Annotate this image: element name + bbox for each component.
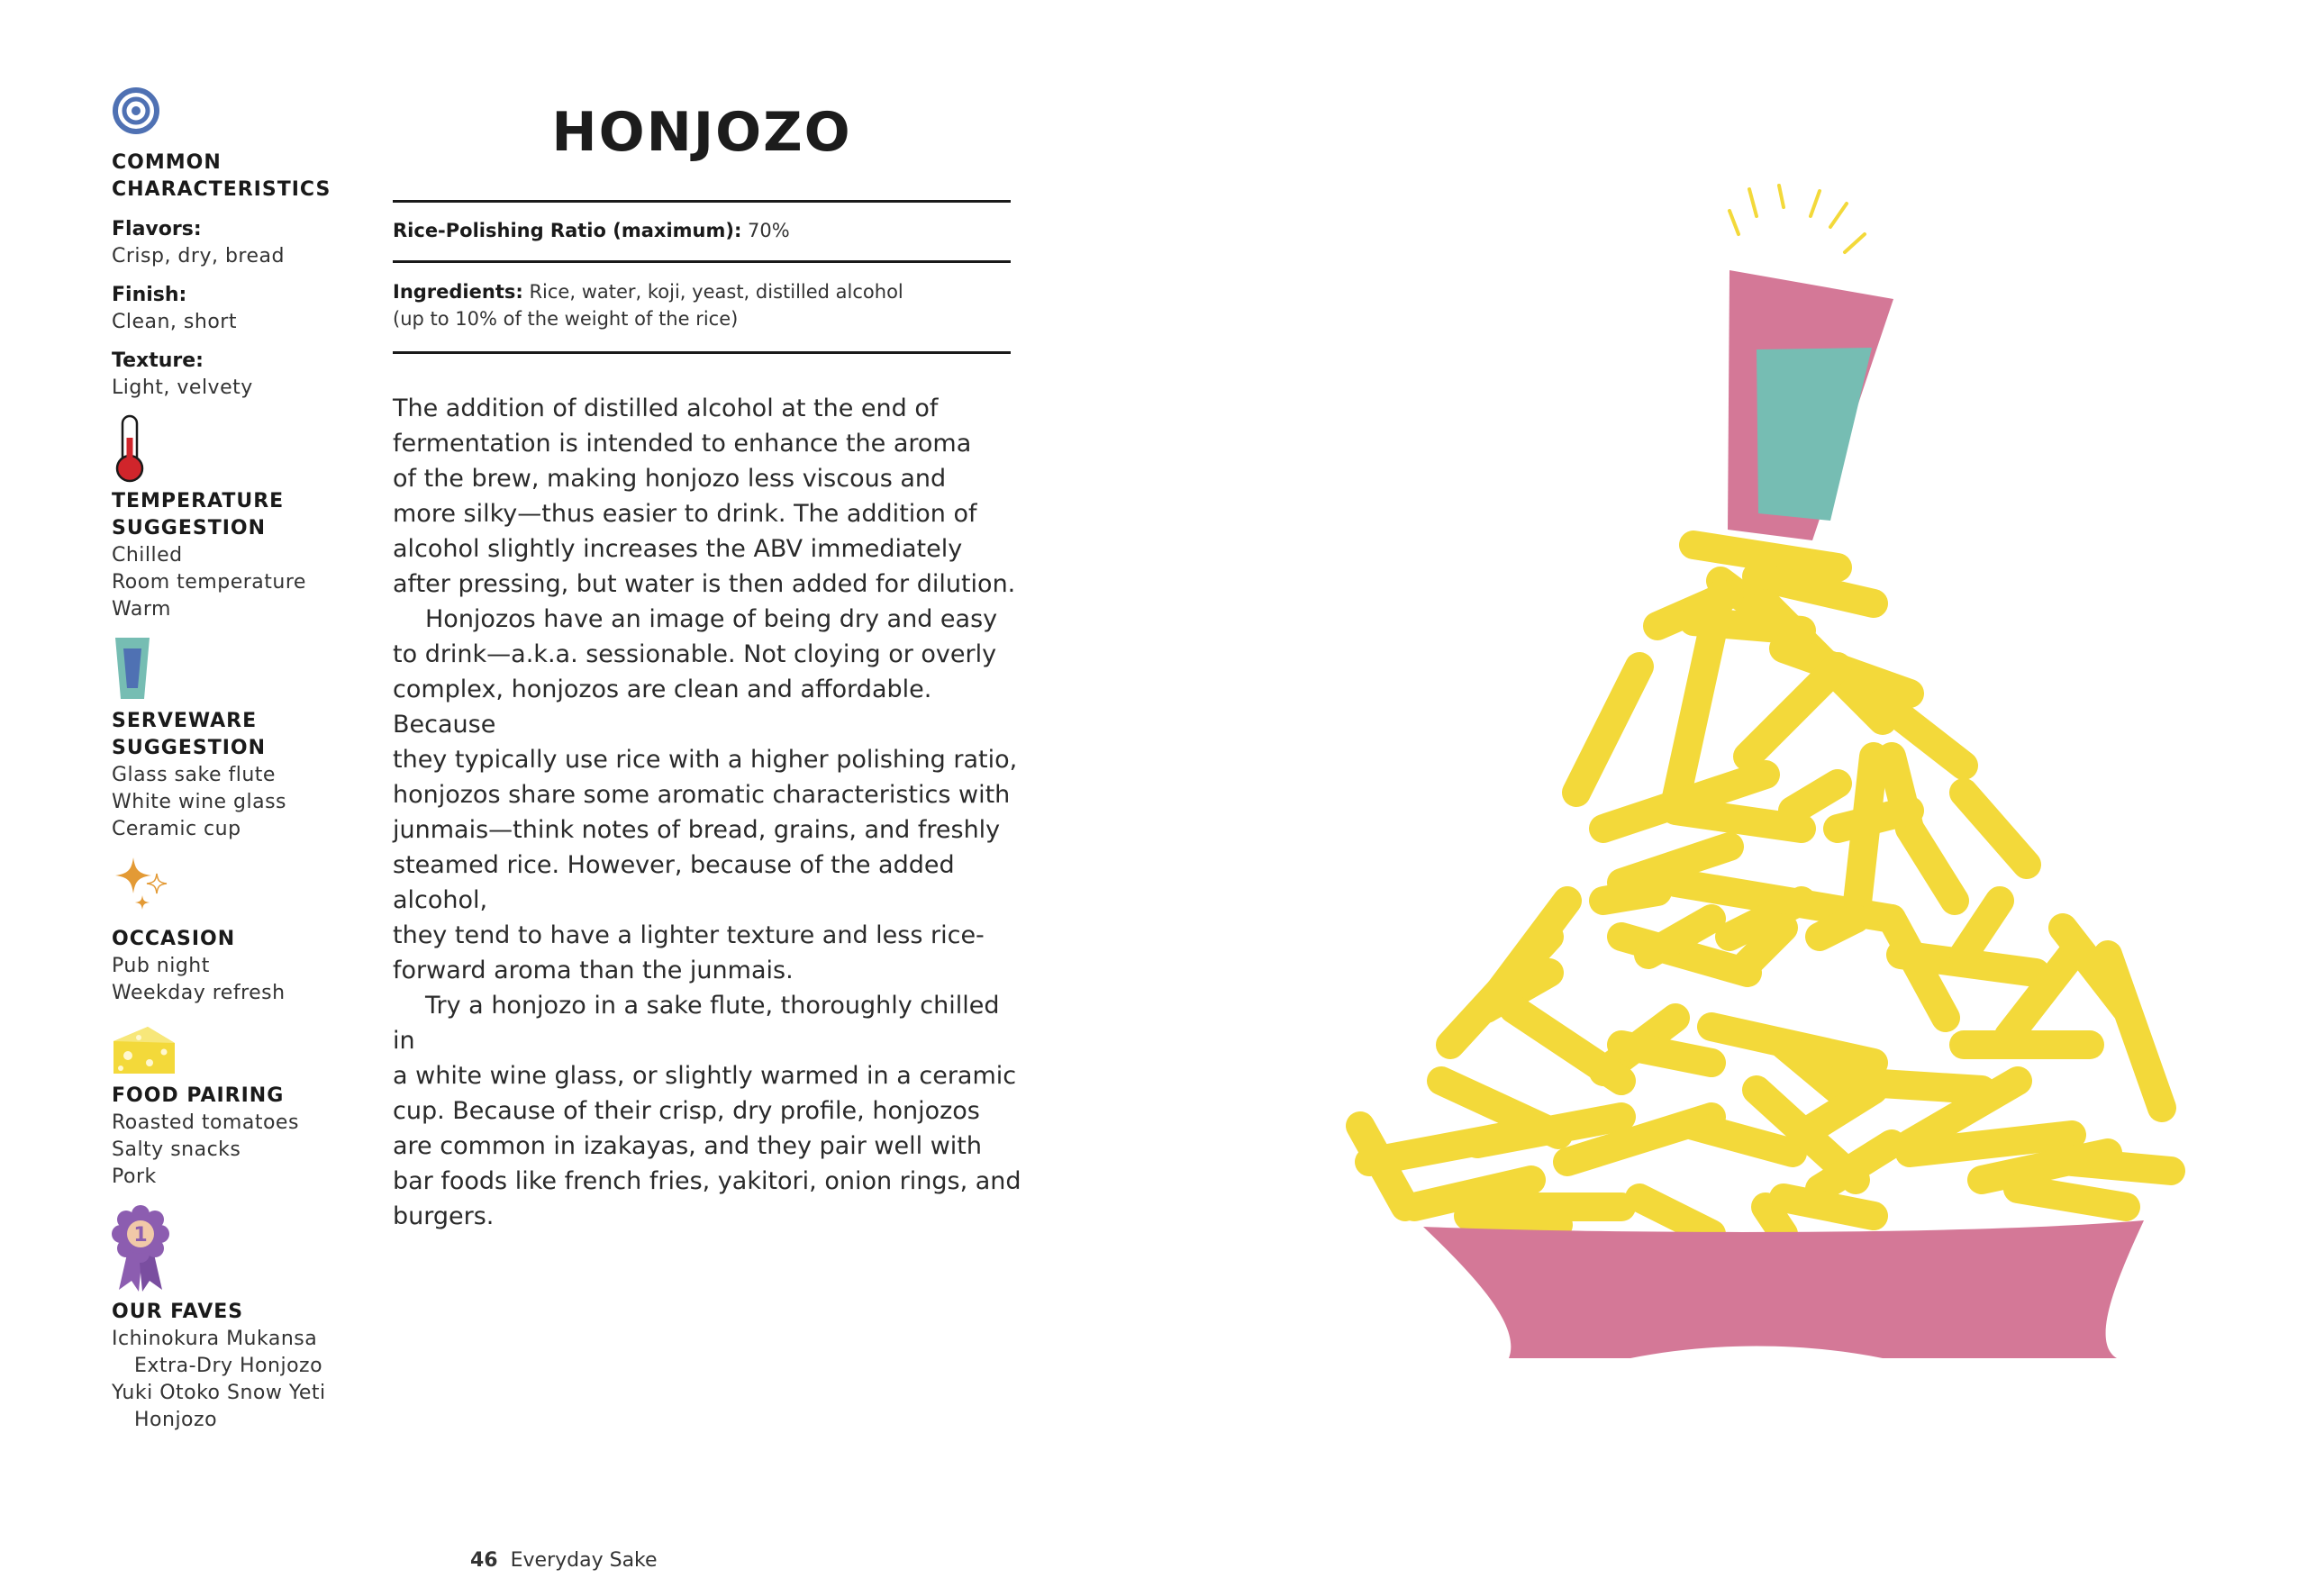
serving-tray <box>1423 1220 2144 1358</box>
food-item: Salty snacks <box>112 1138 241 1161</box>
ribbon-icon <box>112 1203 169 1293</box>
body-line: are common in izakayas, and they pair well with <box>393 1132 982 1160</box>
serveware-item: Glass sake flute <box>112 764 276 786</box>
temperature-item: Chilled <box>112 544 183 567</box>
body-line: to drink—a.k.a. sessionable. Not cloying or overly <box>393 640 997 668</box>
finish-value: Clean, short <box>112 311 237 333</box>
body-line: burgers. <box>393 1202 495 1230</box>
serveware-item: White wine glass <box>112 791 287 813</box>
serveware-item: Ceramic cup <box>112 818 241 840</box>
body-line: they tend to have a lighter texture and less rice- <box>393 921 985 949</box>
food-item: Roasted tomatoes <box>112 1111 299 1134</box>
body-line: more silky—thus easier to drink. The addition of <box>393 500 977 528</box>
flavors-value: Crisp, dry, bread <box>112 245 285 268</box>
glass-icon <box>112 636 153 701</box>
book-title: Everyday Sake <box>510 1549 658 1572</box>
temperature-heading: TEMPERATURE <box>112 490 285 512</box>
sparkle-rays <box>1730 186 1865 252</box>
page-number: 46 <box>470 1549 498 1572</box>
temperature-heading-line2: SUGGESTION <box>112 517 267 540</box>
fries-pile <box>1360 545 2171 1234</box>
ingredients-value: Rice, water, koji, yeast, distilled alcohol <box>529 281 903 303</box>
finish-label: Finish: <box>112 284 187 306</box>
body-line: forward aroma than the junmais. <box>393 957 794 984</box>
body-line: Honjozos have an image of being dry and easy <box>425 605 998 633</box>
body-text <box>393 391 1023 1234</box>
sparkle-icon <box>112 856 175 919</box>
body-line: honjozos share some aromatic characteristics with <box>393 781 1011 809</box>
ingredients-note: (up to 10% of the weight of the rice) <box>393 308 739 330</box>
body-line: fermentation is intended to enhance the aroma <box>393 430 972 458</box>
ribbon-badge-number: 1 <box>133 1224 148 1247</box>
fave-item: Honjozo <box>134 1409 218 1431</box>
body-line: alcohol slightly increases the ABV immediately <box>393 535 963 563</box>
thermometer-icon <box>112 413 148 485</box>
ingredients <box>393 278 1011 332</box>
divider <box>393 260 1011 263</box>
texture-value: Light, velvety <box>112 376 253 399</box>
occasion-item: Weekday refresh <box>112 982 286 1004</box>
sidebar <box>112 86 346 1434</box>
occasion-item: Pub night <box>112 955 210 977</box>
paragraph <box>393 602 1023 988</box>
ingredients-label: Ingredients: <box>393 281 523 303</box>
body-line: junmais—think notes of bread, grains, and freshly <box>393 816 1001 844</box>
cheese-icon <box>112 1023 177 1077</box>
page-footer <box>470 1549 658 1572</box>
serveware-heading: SERVEWARE <box>112 710 258 732</box>
body-line: cup. Because of their crisp, dry profile, honjozos <box>393 1097 980 1125</box>
fave-item: Extra-Dry Honjozo <box>134 1355 323 1377</box>
fave-item: Ichinokura Mukansa <box>112 1328 318 1350</box>
glass-illustration <box>1728 270 1893 540</box>
paragraph <box>393 391 1023 602</box>
body-line: steamed rice. However, because of the added alcohol, <box>393 851 955 914</box>
body-line: Try a honjozo in a sake flute, thoroughly chilled in <box>393 992 1000 1055</box>
serveware-heading-line2: SUGGESTION <box>112 737 267 759</box>
food-item: Pork <box>112 1165 157 1188</box>
target-icon <box>112 86 160 135</box>
body-line: they typically use rice with a higher polishing ratio, <box>393 746 1018 774</box>
texture-label: Texture: <box>112 349 204 372</box>
temperature-item: Room temperature <box>112 571 306 594</box>
fave-item: Yuki Otoko Snow Yeti <box>112 1382 326 1404</box>
body-line: complex, honjozos are clean and affordable. Because <box>393 676 932 739</box>
occasion-heading: OCCASION <box>112 928 236 950</box>
food-pairing-heading: FOOD PAIRING <box>112 1084 285 1107</box>
polishing-ratio-label: Rice-Polishing Ratio (maximum): <box>393 220 742 241</box>
page-title: HONJOZO <box>551 101 852 164</box>
body-line: a white wine glass, or slightly warmed in a ceramic <box>393 1062 1017 1090</box>
temperature-item: Warm <box>112 598 171 621</box>
paragraph <box>393 988 1023 1234</box>
body-line: after pressing, but water is then added for dilution. <box>393 570 1016 598</box>
polishing-ratio-value: 70% <box>748 220 790 241</box>
flavors-label: Flavors: <box>112 218 202 240</box>
body-line: bar foods like french fries, yakitori, onion rings, and <box>393 1167 1021 1195</box>
characteristics-heading: COMMON <box>112 151 222 174</box>
characteristics-heading-line2: CHARACTERISTICS <box>112 178 331 201</box>
sake-illustration <box>1333 180 2198 1387</box>
body-line: The addition of distilled alcohol at the end of <box>393 394 939 422</box>
polishing-ratio <box>393 217 1011 244</box>
divider <box>393 200 1011 203</box>
faves-heading: OUR FAVES <box>112 1301 244 1323</box>
divider <box>393 351 1011 354</box>
body-line: of the brew, making honjozo less viscous and <box>393 465 947 493</box>
